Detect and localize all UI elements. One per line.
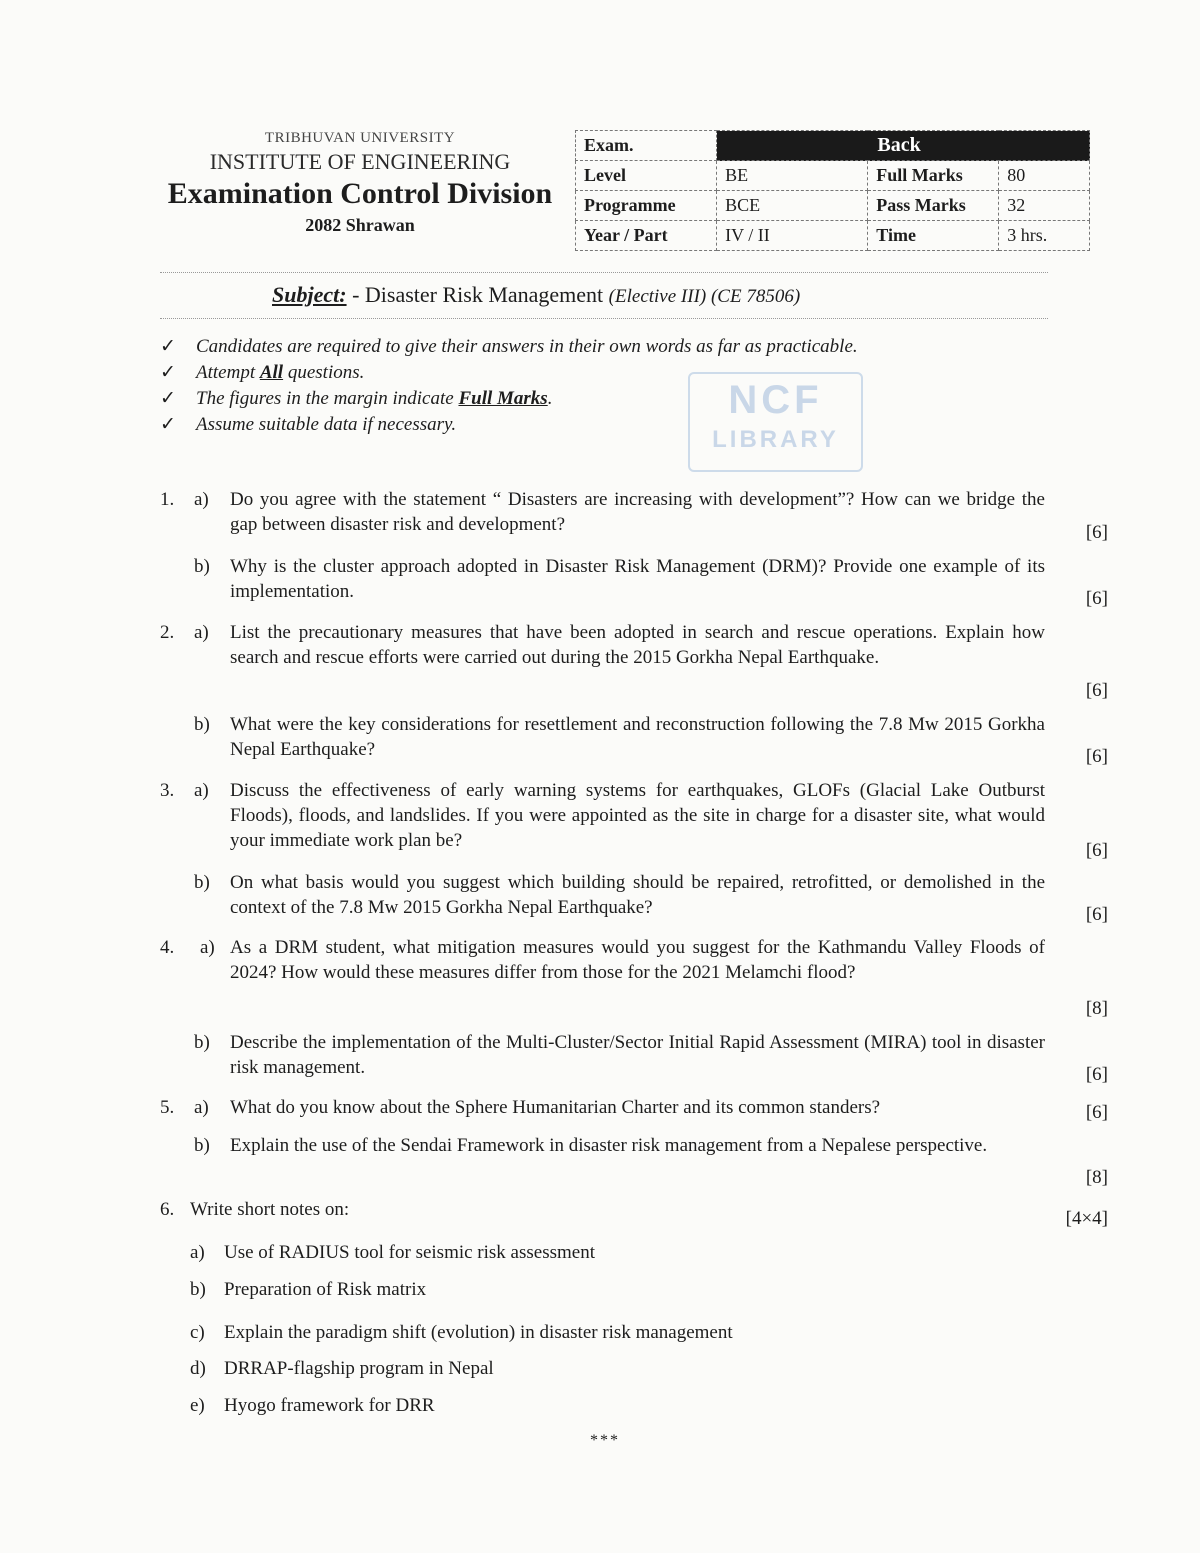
marks-badge: [4×4]	[1065, 1208, 1108, 1229]
marks-badge: [6]	[1085, 680, 1108, 701]
question-part-letter: b)	[194, 872, 210, 893]
question-text: What were the key considerations for resettlement and reconstruction following the 7.8 Mw 2015 Gorkha Nepal Earthquake?	[230, 714, 1045, 760]
question-part-letter: b)	[194, 556, 210, 577]
checkmark-icon: ✓	[160, 362, 176, 383]
programme-value: BCE	[717, 191, 868, 221]
exam-session: 2082 Shrawan	[305, 215, 415, 235]
end-of-paper-mark: ***	[590, 1432, 620, 1449]
divider-subject	[160, 318, 1048, 319]
exam-type-back: Back	[717, 131, 1090, 161]
marks-badge: [6]	[1085, 522, 1108, 543]
subject-line	[272, 282, 800, 308]
division-name: Examination Control Division	[167, 177, 553, 210]
question-number: 4.	[160, 937, 175, 958]
question-number: 6.	[160, 1199, 175, 1220]
marks-badge: [8]	[1085, 1167, 1108, 1188]
question-text: On what basis would you suggest which building should be repaired, retrofitted, or demolished in the context of the 7.8 Mw 2015 Gorkha Nepal Earthquake?	[230, 872, 1045, 918]
institute-name: INSTITUTE OF ENGINEERING	[209, 149, 511, 174]
library-stamp: NCF LIBRARY	[688, 372, 863, 472]
question-number: 5.	[160, 1097, 175, 1118]
level-label: Level	[576, 161, 717, 191]
subject-label: Subject:	[272, 282, 347, 307]
full-marks-value: 80	[999, 161, 1090, 191]
question-number: 1.	[160, 489, 175, 510]
question-part-letter: b)	[194, 1032, 210, 1053]
level-value: BE	[717, 161, 868, 191]
university-name: TRIBHUVAN UNIVERSITY	[264, 130, 456, 146]
instruction-item: ✓ Candidates are required to give their answers in their own words as far as practicable.	[160, 336, 858, 357]
instruction-item: ✓ Assume suitable data if necessary.	[160, 414, 457, 435]
divider-top	[160, 272, 1048, 273]
pass-marks-value: 32	[999, 191, 1090, 221]
question-part-letter: b)	[194, 714, 210, 735]
time-label: Time	[868, 221, 999, 251]
question-number: 2.	[160, 622, 175, 643]
checkmark-icon: ✓	[160, 388, 176, 409]
question-text: As a DRM student, what mitigation measures would you suggest for the Kathmandu Valley Floods of 2024? How would these measures differ from those for the 2021 Melamchi flood?	[230, 937, 1045, 983]
year-part-value: IV / II	[717, 221, 868, 251]
checkmark-icon: ✓	[160, 336, 176, 357]
question-part-letter: a)	[194, 1097, 209, 1118]
subject-name: - Disaster Risk Management	[346, 282, 609, 307]
marks-badge: [6]	[1085, 840, 1108, 861]
question-part-letter: a)	[194, 622, 209, 643]
question-part-letter: b)	[194, 1135, 210, 1156]
question-number: 3.	[160, 780, 175, 801]
question-part-letter: a)	[200, 937, 215, 958]
marks-badge: [6]	[1085, 588, 1108, 609]
instruction-item: ✓ Attempt All questions.	[160, 362, 365, 383]
question-text: List the precautionary measures that have been adopted in search and rescue operations. Explain how search and rescue efforts were carried out during the 2015 Gorkha Nepal Earthquake.	[230, 622, 1045, 668]
question-text: Why is the cluster approach adopted in Disaster Risk Management (DRM)? Provide one example of its implementation.	[230, 556, 1045, 602]
checkmark-icon: ✓	[160, 414, 176, 435]
question-text: Explain the use of the Sendai Framework in disaster risk management from a Nepalese perspective.	[230, 1135, 988, 1156]
marks-badge: [8]	[1085, 998, 1108, 1019]
marks-badge: [6]	[1085, 1102, 1108, 1123]
time-value: 3 hrs.	[999, 221, 1090, 251]
question-part-letter: a)	[194, 780, 209, 801]
exam-info-table	[575, 130, 1090, 251]
question-text: What do you know about the Sphere Humanitarian Charter and its common standers?	[230, 1097, 881, 1118]
marks-badge: [6]	[1085, 904, 1108, 925]
question-text: Write short notes on:	[190, 1199, 350, 1220]
marks-badge: [6]	[1085, 1064, 1108, 1085]
exam-label: Exam.	[576, 131, 717, 161]
subject-code: (Elective III) (CE 78506)	[608, 286, 801, 307]
marks-badge: [6]	[1085, 746, 1108, 767]
question-text: Do you agree with the statement “ Disasters are increasing with development”? How can we bridge the gap between disaster risk and development?	[230, 489, 1045, 535]
full-marks-label: Full Marks	[868, 161, 999, 191]
exam-header	[150, 130, 570, 236]
question-text: Discuss the effectiveness of early warning systems for earthquakes, GLOFs (Glacial Lake Outburst Floods), floods, and landslides. If you were appointed as the site in charge for a disaster site, what would your immediate work plan be?	[230, 780, 1045, 851]
instruction-item: ✓ The figures in the margin indicate Full Marks.	[160, 388, 553, 409]
programme-label: Programme	[576, 191, 717, 221]
year-part-label: Year / Part	[576, 221, 717, 251]
question-part-letter: a)	[194, 489, 209, 510]
pass-marks-label: Pass Marks	[868, 191, 999, 221]
question-text: Describe the implementation of the Multi-Cluster/Sector Initial Rapid Assessment (MIRA) tool in disaster risk management.	[230, 1032, 1045, 1078]
